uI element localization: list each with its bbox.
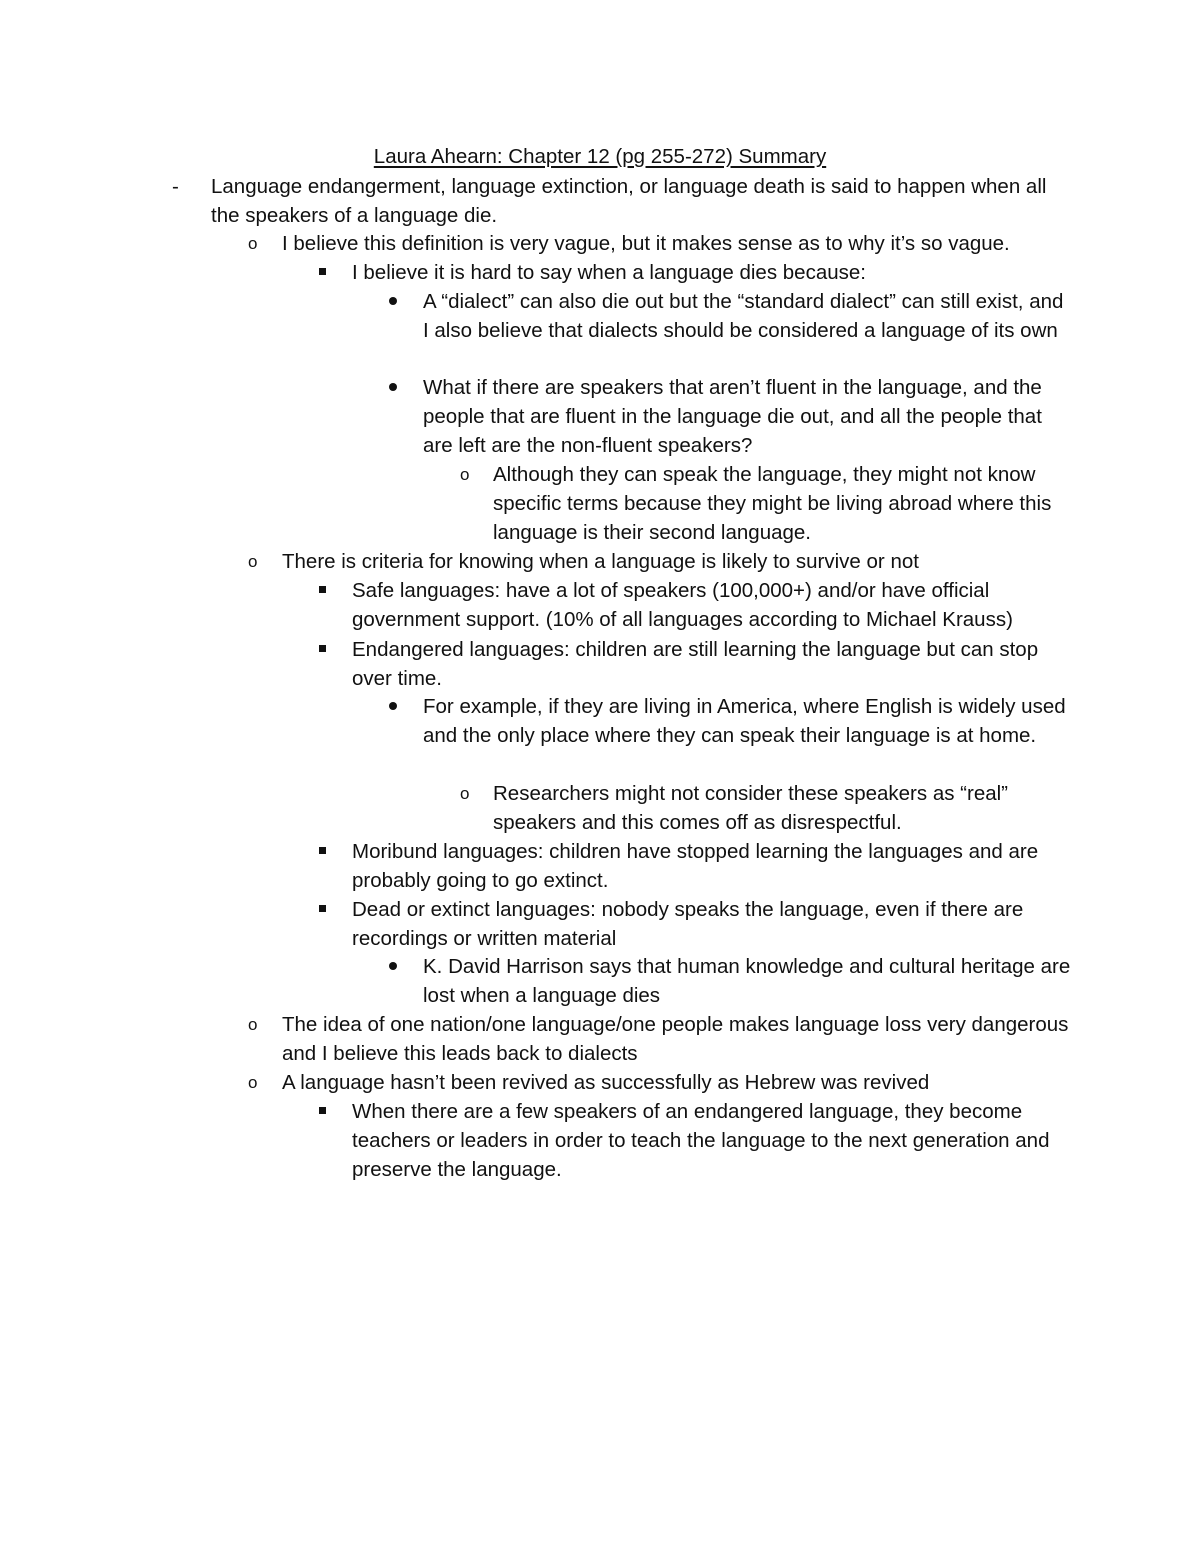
dash-bullet: -	[172, 175, 179, 198]
list-item: Safe languages: have a lot of speakers (100,000+) and/or have official government support. (10% of all languages according to Michael Krauss)	[352, 579, 1013, 631]
list-item: I believe it is hard to say when a language dies because:	[352, 261, 866, 284]
list-item: Language endangerment, language extinction, or language death is said to happen when all the speakers of a language die.	[211, 175, 1047, 227]
list-item: Researchers might not consider these speakers as “real” speakers and this comes off as disrespectful.	[493, 782, 1009, 834]
circle-bullet: o	[248, 1073, 258, 1092]
list-item: A “dialect” can also die out but the “standard dialect” can still exist, and I also believe that dialects should be considered a language of its own	[423, 290, 1064, 342]
circle-bullet: o	[248, 234, 258, 253]
list-item: When there are a few speakers of an endangered language, they become teachers or leaders in order to teach the language to the next generation and preserve the language.	[352, 1100, 1050, 1181]
circle-bullet: o	[248, 552, 258, 571]
circle-bullet: o	[460, 465, 470, 484]
square-bullet	[319, 586, 326, 593]
list-item: What if there are speakers that aren’t fluent in the language, and the people that are fluent in the language die out, and all the people that are left are the non-fluent speakers?	[423, 376, 1042, 457]
square-bullet	[319, 847, 326, 854]
list-item: There is criteria for knowing when a language is likely to survive or not	[282, 550, 919, 573]
dot-bullet	[389, 297, 397, 305]
list-item: Moribund languages: children have stopped learning the languages and are probably going to go extinct.	[352, 840, 1039, 892]
circle-bullet: o	[248, 1015, 258, 1034]
list-item: For example, if they are living in America, where English is widely used and the only place where they can speak their language is at home.	[423, 695, 1066, 747]
square-bullet	[319, 905, 326, 912]
dot-bullet	[389, 383, 397, 391]
list-item: K. David Harrison says that human knowledge and cultural heritage are lost when a language dies	[423, 955, 1071, 1007]
list-item: The idea of one nation/one language/one people makes language loss very dangerous and I believe this leads back to dialects	[282, 1013, 1069, 1065]
dot-bullet	[389, 962, 397, 970]
square-bullet	[319, 645, 326, 652]
list-item: A language hasn’t been revived as successfully as Hebrew was revived	[282, 1071, 930, 1094]
dot-bullet	[389, 702, 397, 710]
document-title: Laura Ahearn: Chapter 12 (pg 255-272) Summary	[373, 145, 827, 168]
square-bullet	[319, 268, 326, 275]
list-item: Endangered languages: children are still learning the language but can stop over time.	[352, 638, 1039, 690]
circle-bullet: o	[460, 784, 470, 803]
list-item: Dead or extinct languages: nobody speaks the language, even if there are recordings or written material	[352, 898, 1024, 950]
square-bullet	[319, 1107, 326, 1114]
list-item: I believe this definition is very vague, but it makes sense as to why it’s so vague.	[282, 232, 1010, 255]
list-item: Although they can speak the language, they might not know specific terms because they might be living abroad where this language is their second language.	[493, 463, 1052, 544]
